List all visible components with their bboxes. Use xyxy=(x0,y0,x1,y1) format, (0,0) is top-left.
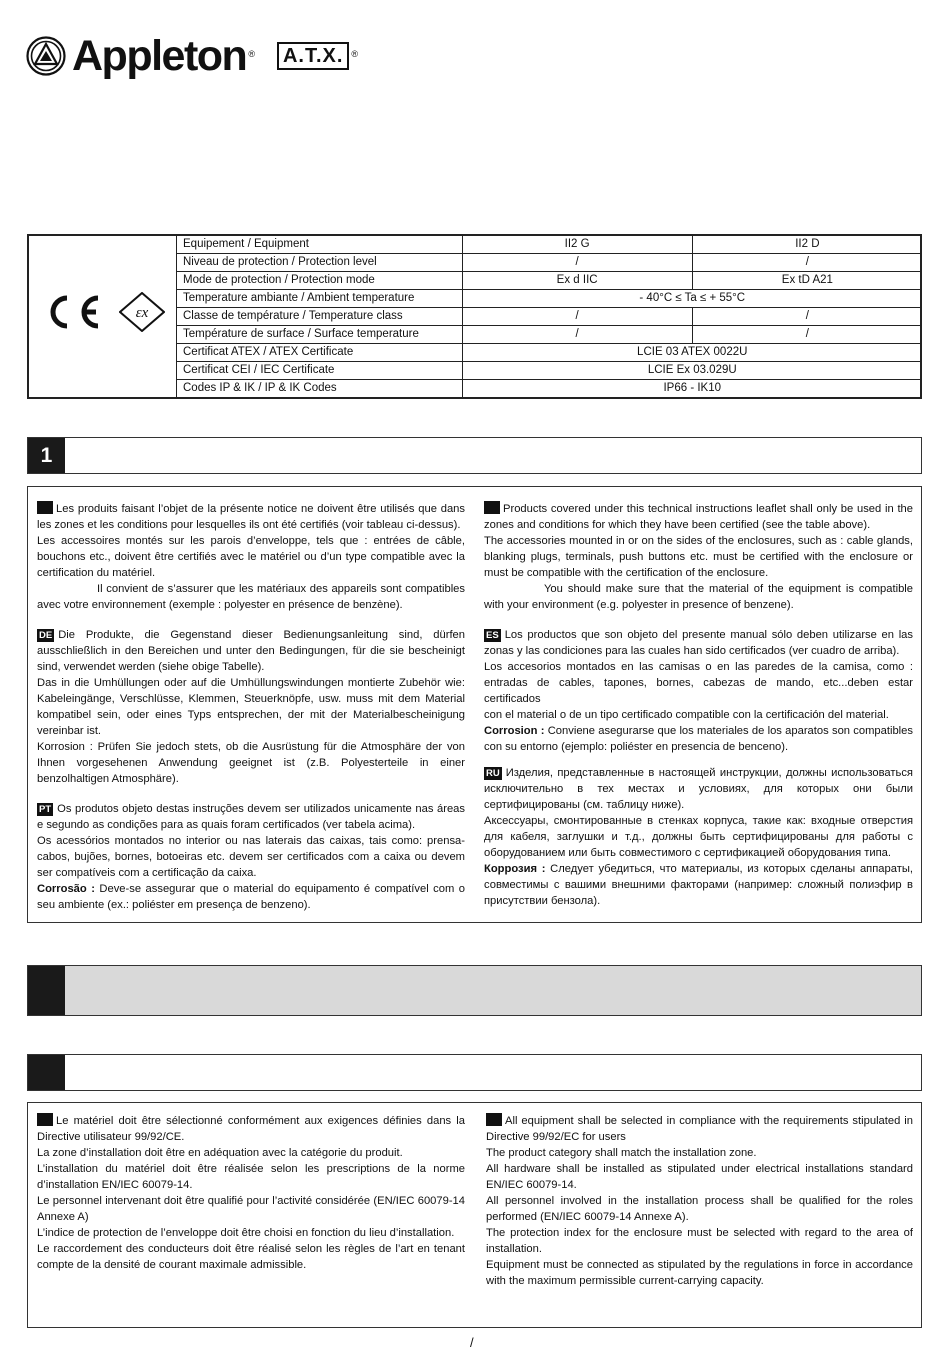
pt-text-3: Deve-se assegurar que o material do equipamento é compatível com o seu ambiente (ex.: poliéster em presença de benzeno). xyxy=(37,883,465,911)
es-text-2: Los accesorios montados en las camisas o en las paredes de la camisa, como : entradas de cables, tapones, bornes, cabezas de mando, etc...deben estar certificados xyxy=(484,661,913,705)
cert-row-dust-value: / xyxy=(692,308,922,326)
es-corrosion-label: Corrosion : xyxy=(484,725,545,737)
section-1-content xyxy=(27,486,922,923)
ex-mark-icon xyxy=(119,292,165,332)
en-flag-icon xyxy=(484,501,500,514)
de-text-2: Das in die Umhüllungen oder auf die Umhüllungswindungen montierte Zubehör wie: Kabeleingänge, Verschlüsse, Klemmen, Steuerknöpfe, usw. muss mit dem Material kompatibel sein, oder eines Typs entsprechen, der mit der Materialbescheinigung vereinbar ist. xyxy=(37,677,465,737)
de-text-3: Korrosion : Prüfen Sie jedoch stets, ob die Ausrüstung für die Atmosphäre der von Ihnen vorgesehenen Anwendung geeignet ist (z.B. Polyesterteile in einer benzolhaltigen Atmosphäre). xyxy=(37,741,465,785)
registered-mark-atx: ® xyxy=(351,49,359,59)
en-install-2: The product category shall match the installation zone. xyxy=(486,1147,757,1159)
cert-row-dust-value: II2 D xyxy=(692,236,922,254)
cert-row-label: Codes IP & IK / IP & IK Codes xyxy=(177,380,462,398)
cert-row-gas-value: / xyxy=(462,254,692,272)
cert-row-value: LCIE Ex 03.029U xyxy=(462,362,922,380)
en-install-5: The protection index for the enclosure must be selected with regard to the area of installation. xyxy=(486,1227,913,1255)
section-3-right-column xyxy=(486,1113,913,1289)
cert-row xyxy=(177,308,922,326)
svg-text:ɛx: ɛx xyxy=(135,305,149,321)
fr-text-2: Les accessoires montés sur les parois d’enveloppe, tels que : entrées de câble, bouchons etc., doivent être certifiés avec le matériel ou d’un type compatible avec la certification du matériel. xyxy=(37,535,465,579)
fr-flag-icon xyxy=(37,501,53,514)
cert-row-value: - 40°C ≤ Ta ≤ + 55°C xyxy=(462,290,922,308)
cert-row-value: IP66 - IK10 xyxy=(462,380,922,398)
cert-row xyxy=(177,236,922,254)
section-2-number-box xyxy=(28,966,65,1015)
en-install-1: All equipment shall be selected in compliance with the requirements stipulated in Directive 99/92/EC for users xyxy=(486,1115,913,1143)
cert-row xyxy=(177,362,922,380)
es-block xyxy=(484,627,913,755)
fr-install-2: La zone d’installation doit être en adéquation avec la catégorie du produit. xyxy=(37,1147,403,1159)
en-text-1: Products covered under this technical instructions leaflet shall only be used in the zones and conditions for which they have been certified (see the table above). xyxy=(484,503,913,531)
de-block xyxy=(37,627,465,787)
pt-corrosion-label: Corrosão : xyxy=(37,883,95,895)
cert-row-dust-value: / xyxy=(692,254,922,272)
fr-install-3: L’installation du matériel doit être réalisée selon les prescriptions de la norme d’installation EN/IEC 60079-14. xyxy=(37,1163,465,1191)
cert-row-label: Temperature ambiante / Ambient temperature xyxy=(177,290,462,308)
fr-install-4: Le personnel intervenant doit être qualifié pour l’activité considérée (EN/IEC 60079-14 Annexe A) xyxy=(37,1195,465,1223)
pt-flag-icon: PT xyxy=(39,804,52,815)
section-1-number: 1 xyxy=(28,438,65,473)
cert-row-label: Classe de température / Temperature class xyxy=(177,308,462,326)
cert-row xyxy=(177,290,922,308)
cert-row-label: Mode de protection / Protection mode xyxy=(177,272,462,290)
en-install-3: All hardware shall be installed as stipulated under electrical installations standard EN/IEC 60079-14. xyxy=(486,1163,913,1191)
certification-table xyxy=(27,234,922,399)
appleton-emblem-icon xyxy=(26,36,66,76)
cert-row-label: Température de surface / Surface temperature xyxy=(177,326,462,344)
es-text-3: con el material o de un tipo certificado compatible con la certificación del material. xyxy=(484,709,889,721)
pt-text-1: Os produtos objeto destas instruções devem ser utilizados unicamente nas áreas e segundo as condições para as quais foram certificados (ver tabela acima). xyxy=(37,803,465,831)
ru-text-2: Аксессуары, смонтированные в стенках корпуса, такие как: входные отверстия для кабеля, заглушки и т.д., должны быть сертифицированы для работы с оборудованием или быть совместимого с сертификацией оборудования типа. xyxy=(484,815,913,859)
cert-row xyxy=(177,326,922,344)
en-install-6: Equipment must be connected as stipulated by the regulations in force in accordance with the maximum permissible current-carrying capacity. xyxy=(486,1259,913,1287)
en-text-2: The accessories mounted in or on the sides of the enclosures, such as : cable glands, blanking plugs, terminals, push buttons etc. must be certified with the enclosure or must be compatible with the certification of the enclosure. xyxy=(484,535,913,579)
section-3-content xyxy=(27,1102,922,1328)
en-flag-icon-2 xyxy=(486,1113,502,1126)
cert-row-gas-value: / xyxy=(462,308,692,326)
en-install-4: All personnel involved in the installation process shall be qualified for the roles performed (EN/IEC 60079-14 Annexe A). xyxy=(486,1195,913,1223)
registered-mark: ® xyxy=(248,49,255,59)
cert-row-gas-value: / xyxy=(462,326,692,344)
fr-install-5: L’indice de protection de l’enveloppe doit être choisi en fonction du lieu d’installation. xyxy=(37,1227,455,1239)
section-1-right-column xyxy=(484,501,913,919)
section-1-header xyxy=(27,437,922,474)
cert-row-label: Certificat CEI / IEC Certificate xyxy=(177,362,462,380)
fr-install-1: Le matériel doit être sélectionné conformément aux exigences définies dans la Directive utilisateur 99/92/CE. xyxy=(37,1115,465,1143)
cert-row-dust-value: Ex tD A21 xyxy=(692,272,922,290)
fr-text-3: Il convient de s’assurer que les matériaux des appareils sont compatibles avec votre environnement (exemple : polyester en présence de benzène). xyxy=(37,583,465,611)
ru-flag-icon: RU xyxy=(486,768,500,779)
page-number: / xyxy=(470,1335,474,1350)
cert-row-label: Equipement / Equipment xyxy=(177,236,462,254)
de-text-1: Die Produkte, die Gegenstand dieser Bedienungsanleitung sind, dürfen ausschließlich in den Bereichen und unter den Bedingungen, für die sie bescheinigt sind, verwendet werden (siehe obige Tabelle). xyxy=(37,629,465,673)
certification-data-table xyxy=(177,236,922,397)
section-2-header xyxy=(27,965,922,1016)
atx-logo: A.T.X. xyxy=(277,42,349,70)
ru-block xyxy=(484,765,913,909)
cert-row-gas-value: II2 G xyxy=(462,236,692,254)
section-1-left-column xyxy=(37,501,465,923)
cert-row-label: Niveau de protection / Protection level xyxy=(177,254,462,272)
header-logo xyxy=(26,28,358,84)
ru-corrosion-label: Коррозия : xyxy=(484,863,546,875)
pt-text-2: Os acessórios montados no interior ou nas laterais das caixas, tais como: prensa-cabos, bujões, bornes, botoeiras etc. devem ser certificados com a caixa ou devem ser compatíveis com a certificação da caixa. xyxy=(37,835,465,879)
cert-row xyxy=(177,380,922,398)
cert-row-label: Certificat ATEX / ATEX Certificate xyxy=(177,344,462,362)
fr-text-1: Les produits faisant l’objet de la présente notice ne doivent être utilisés que dans les zones et les conditions pour lesquelles ils ont été certifiés (voir tableau ci-dessus). xyxy=(37,503,465,531)
en-text-3: You should make sure that the material of the equipment is compatible with your environment (e.g. polyester in presence of benzene). xyxy=(484,583,913,611)
es-text-1: Los productos que son objeto del presente manual sólo deben utilizarse en las zonas y las condiciones para las cuales han sido certificados (ver cuadro de arriba). xyxy=(484,629,913,657)
cert-row-gas-value: Ex d IIC xyxy=(462,272,692,290)
ru-text-3: Следует убедиться, что материалы, из которых сделаны аппараты, совместимы с вашими внешними факторами (например: сложный полиэфир в присутствии бензола). xyxy=(484,863,913,907)
fr-flag-icon-2 xyxy=(37,1113,53,1126)
ru-text-1: Изделия, представленные в настоящей инструкции, должны использоваться исключительно в тех местах и условиях, для которых они были сертифицированы (см. таблицу ниже). xyxy=(484,767,913,811)
section-3-number-box xyxy=(28,1055,65,1090)
cert-row xyxy=(177,272,922,290)
certification-marks xyxy=(29,236,177,397)
cert-row-dust-value: / xyxy=(692,326,922,344)
cert-row-value: LCIE 03 ATEX 0022U xyxy=(462,344,922,362)
es-flag-icon: ES xyxy=(486,630,499,641)
es-text-4: Conviene asegurarse que los materiales de los aparatos son compatibles con su entorno (ejemplo: poliéster en presencia de benceno). xyxy=(484,725,913,753)
en-block xyxy=(484,501,913,613)
fr-install-6: Le raccordement des conducteurs doit être réalisé selon les règles de l’art en tenant compte de la densité de courant maximale admissible. xyxy=(37,1243,465,1271)
brand-name: Appleton xyxy=(72,31,247,80)
fr-block xyxy=(37,501,465,613)
section-3-left-column xyxy=(37,1113,465,1273)
ce-mark-icon xyxy=(41,294,103,330)
cert-row xyxy=(177,254,922,272)
section-3-header xyxy=(27,1054,922,1091)
cert-row xyxy=(177,344,922,362)
pt-block xyxy=(37,801,465,913)
de-flag-icon: DE xyxy=(39,630,53,641)
